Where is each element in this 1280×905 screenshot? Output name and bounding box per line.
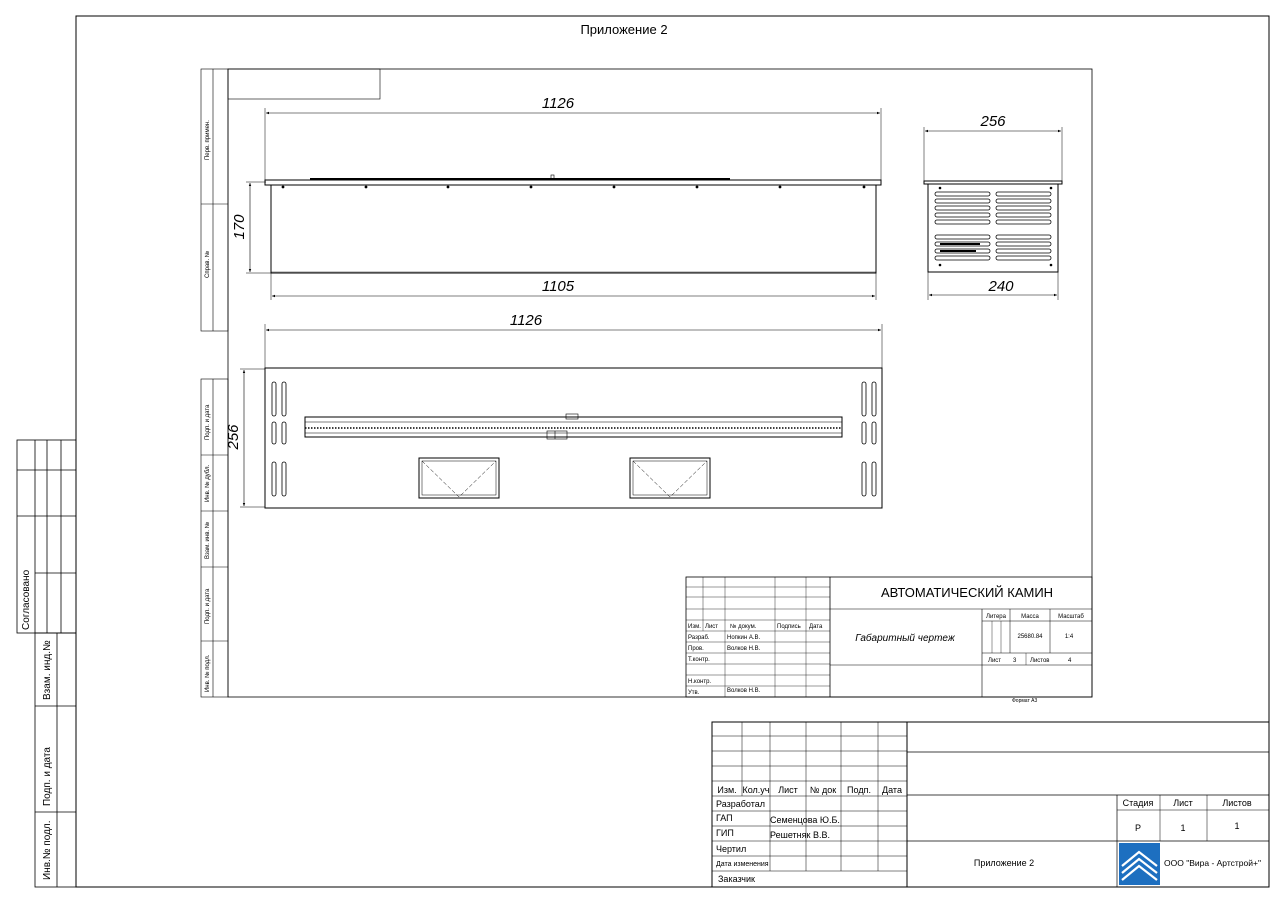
side-view-grille xyxy=(935,192,1051,260)
dim-plan-depth: 256 xyxy=(225,424,242,450)
stamp-product-title: АВТОМАТИЧЕСКИЙ КАМИН xyxy=(880,585,1054,600)
stamp-col-doc: № докум. xyxy=(730,624,757,630)
stamp-col-list: Лист xyxy=(705,624,719,630)
strip-soglasovano: Согласовано xyxy=(21,569,32,630)
main-sheets-label: Листов xyxy=(1222,798,1252,808)
stamp-sheets-value: 4 xyxy=(1068,658,1072,664)
main-col-izm: Изм. xyxy=(717,785,737,795)
stamp-role-2: Пров. xyxy=(688,646,704,652)
main-stage-value: Р xyxy=(1134,823,1142,833)
side-label-1: Перв. примен. xyxy=(205,120,211,160)
stamp-format: Формат А3 xyxy=(1012,698,1038,704)
stamp-litera-label: Литера xyxy=(986,614,1006,620)
dim-bottom-width: 1105 xyxy=(541,278,575,295)
dim-side-top: 256 xyxy=(980,113,1006,130)
main-role-2: ГАП xyxy=(716,813,733,823)
front-view xyxy=(246,108,881,300)
dim-height: 170 xyxy=(231,214,248,240)
main-doc-title: Приложение 2 xyxy=(973,858,1035,868)
side-view xyxy=(924,127,1062,300)
front-view-screws xyxy=(282,186,866,189)
main-sheets-value: 1 xyxy=(1234,821,1240,831)
main-col-list: Лист xyxy=(778,785,798,795)
sheet-title: Приложение 2 xyxy=(580,22,668,37)
strip-vzam-inv: Взам. инд.№ xyxy=(42,640,53,700)
stamp-name-2: Волков Н.В. xyxy=(727,646,761,652)
stamp-sheet-value: 3 xyxy=(1013,658,1017,664)
main-role-4: Чертил xyxy=(716,844,747,854)
stamp-drawing-name: Габаритный чертеж xyxy=(855,633,955,644)
stamp-mass-label: Масса xyxy=(1021,614,1039,620)
stamp-role-1: Разраб. xyxy=(688,635,710,641)
stamp-col-date: Дата xyxy=(809,624,823,630)
main-company: ООО "Вира - Артстрой+" xyxy=(1164,858,1261,868)
main-role-5: Дата изменения xyxy=(716,861,769,868)
main-name-2: Семенцова Ю.Б. xyxy=(770,815,840,825)
drawing-corner-box xyxy=(228,69,380,99)
dim-top-width: 1126 xyxy=(541,95,575,112)
strip-podp-data: Подп. и дата xyxy=(42,747,53,806)
main-sheet-label: Лист xyxy=(1173,798,1193,808)
company-logo-icon xyxy=(1119,843,1160,885)
drawing-frame xyxy=(228,69,1092,697)
stamp-name-6: Волков Н.В. xyxy=(727,688,761,694)
stamp-role-3: Т.контр. xyxy=(688,657,710,663)
side-label-6: Подп. и дата xyxy=(205,588,211,624)
main-stage-label: Стадия xyxy=(1122,798,1154,808)
main-col-podp: Подп. xyxy=(847,785,871,795)
side-label-3: Подп. и дата xyxy=(205,404,211,440)
side-label-5: Взам. инв. № xyxy=(205,521,211,559)
side-label-2: Справ. № xyxy=(205,250,211,278)
strip-inv-podl: Инв.№ подл. xyxy=(42,820,53,880)
main-role-6: Заказчик xyxy=(718,874,755,884)
stamp-sheet-label: Лист xyxy=(988,658,1002,664)
sheet-frame xyxy=(76,16,1269,887)
main-role-3: ГИП xyxy=(716,828,734,838)
stamp-role-5: Н.контр. xyxy=(688,679,712,685)
main-col-kol: Кол.уч xyxy=(742,785,770,795)
main-sheet-value: 1 xyxy=(1180,823,1186,833)
stamp-name-1: Нопкин А.В. xyxy=(727,635,761,641)
main-col-date: Дата xyxy=(882,785,902,795)
side-label-4: Инв. № дубл. xyxy=(205,464,211,502)
side-label-7: Инв. № подл. xyxy=(205,654,211,692)
stamp-col-sign: Подпись xyxy=(777,624,801,630)
stamp-mass-value: 25680.84 xyxy=(1017,634,1043,640)
stamp-col-izm: Изм. xyxy=(688,624,701,630)
main-col-doc: № док xyxy=(809,785,837,795)
stamp-role-6: Утв. xyxy=(688,690,700,696)
main-role-1: Разработал xyxy=(716,799,765,809)
main-name-3: Решетняк В.В. xyxy=(770,830,830,840)
plan-view xyxy=(240,324,882,508)
stamp-sheets-label: Листов xyxy=(1030,658,1050,664)
dim-side-bottom: 240 xyxy=(988,278,1014,295)
stamp-scale-label: Масштаб xyxy=(1058,614,1084,620)
stamp-scale-value: 1:4 xyxy=(1064,634,1074,640)
dim-plan-width: 1126 xyxy=(509,312,543,329)
